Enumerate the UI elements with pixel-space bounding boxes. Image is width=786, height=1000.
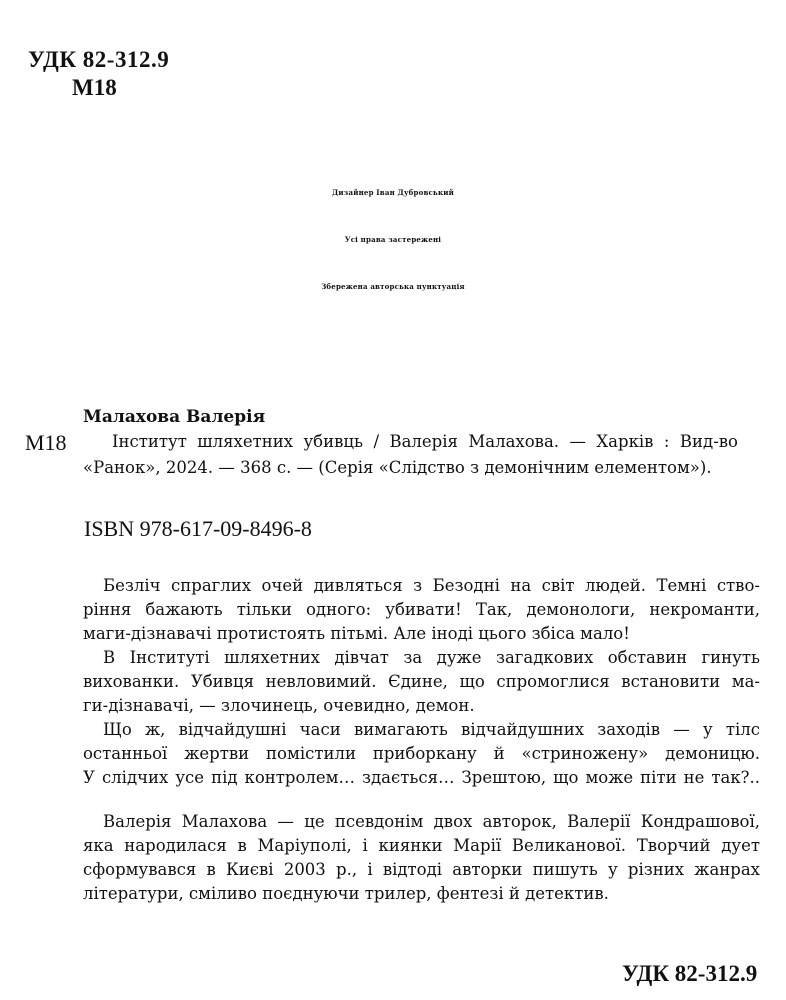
annotation-text: Що ж, відчайдушні часи вимагають відчайдушних заходів — у тілс: [103, 720, 760, 739]
annotation-text: В Інституті шляхетних дівчат за дуже загадкових обставин гинуть: [103, 648, 760, 667]
annotation-text: вихованки. Убивця невловимий. Єдине, що спромоглися встановити ма-: [83, 672, 760, 691]
annotation-line: [103, 722, 760, 739]
bibliographic-line: [112, 434, 738, 451]
about-authors-text: сформувався в Києві 2003 р., і відтоді авторки пишуть у різних жанрах: [83, 860, 760, 879]
annotation-line: [83, 674, 760, 691]
about-authors-text: яка народилася в Маріуполі, і киянки Марії Великанової. Творчий дует: [83, 836, 760, 855]
udk-bottom: УДК 82-312.9: [622, 961, 758, 986]
annotation-line: [83, 770, 760, 787]
annotation-line: [83, 698, 475, 715]
bibliographic-line: [83, 460, 738, 477]
annotation-line: [103, 578, 760, 595]
about-authors-text: літератури, сміливо поєднуючи трилер, фентезі й детектив.: [83, 884, 609, 903]
annotation-text: останньої жертви помістили приборкану й «стриножену» демоницю.: [83, 744, 760, 763]
annotation-text: маги-дізнавачі протистоять пітьмі. Але іноді цього збіса мало!: [83, 624, 630, 643]
annotation-line: [103, 650, 760, 667]
bibliographic-line-text: «Ранок», 2024. — 368 с. — (Серія «Слідство з демонічним елементом»).: [83, 458, 712, 477]
isbn: ISBN 978-617-09-8496-8: [84, 516, 312, 541]
designer-credit: Дизайнер Іван Дубровський: [331, 188, 454, 197]
punctuation-notice: Збережена авторська пунктуація: [321, 282, 465, 291]
annotation-text: У слідчих усе під контролем… здається… Зрештою, що може піти не так?..: [83, 768, 760, 787]
bibliographic-line-text: Інститут шляхетних убивць / Валерія Малахова. — Харків : Вид-во: [112, 432, 738, 451]
annotation-text: ріння бажають тільки одного: убивати! Так, демонологи, некроманти,: [83, 600, 760, 619]
about-authors-line: [83, 862, 760, 879]
about-authors-text: Валерія Малахова — це псевдонім двох авторок, Валерії Кондрашової,: [103, 812, 760, 831]
about-authors-line: [103, 814, 760, 831]
bibliographic-cutter-code: М18: [25, 430, 67, 455]
annotation-text: ги-дізнавачі, — злочинець, очевидно, демон.: [83, 696, 475, 715]
udk-top: УДК 82-312.9: [28, 47, 170, 72]
rights-notice: Усі права застережені: [344, 235, 442, 244]
annotation-line: [83, 602, 760, 619]
about-authors-line: [83, 886, 609, 903]
annotation-line: [83, 746, 760, 763]
cutter-code-top: М18: [72, 75, 117, 100]
bibliographic-author: Малахова Валерія: [83, 407, 266, 427]
annotation-line: [83, 626, 630, 643]
annotation-text: Безліч спраглих очей дивляться з Безодні на світ людей. Темні ство-: [103, 576, 760, 595]
about-authors-line: [83, 838, 760, 855]
